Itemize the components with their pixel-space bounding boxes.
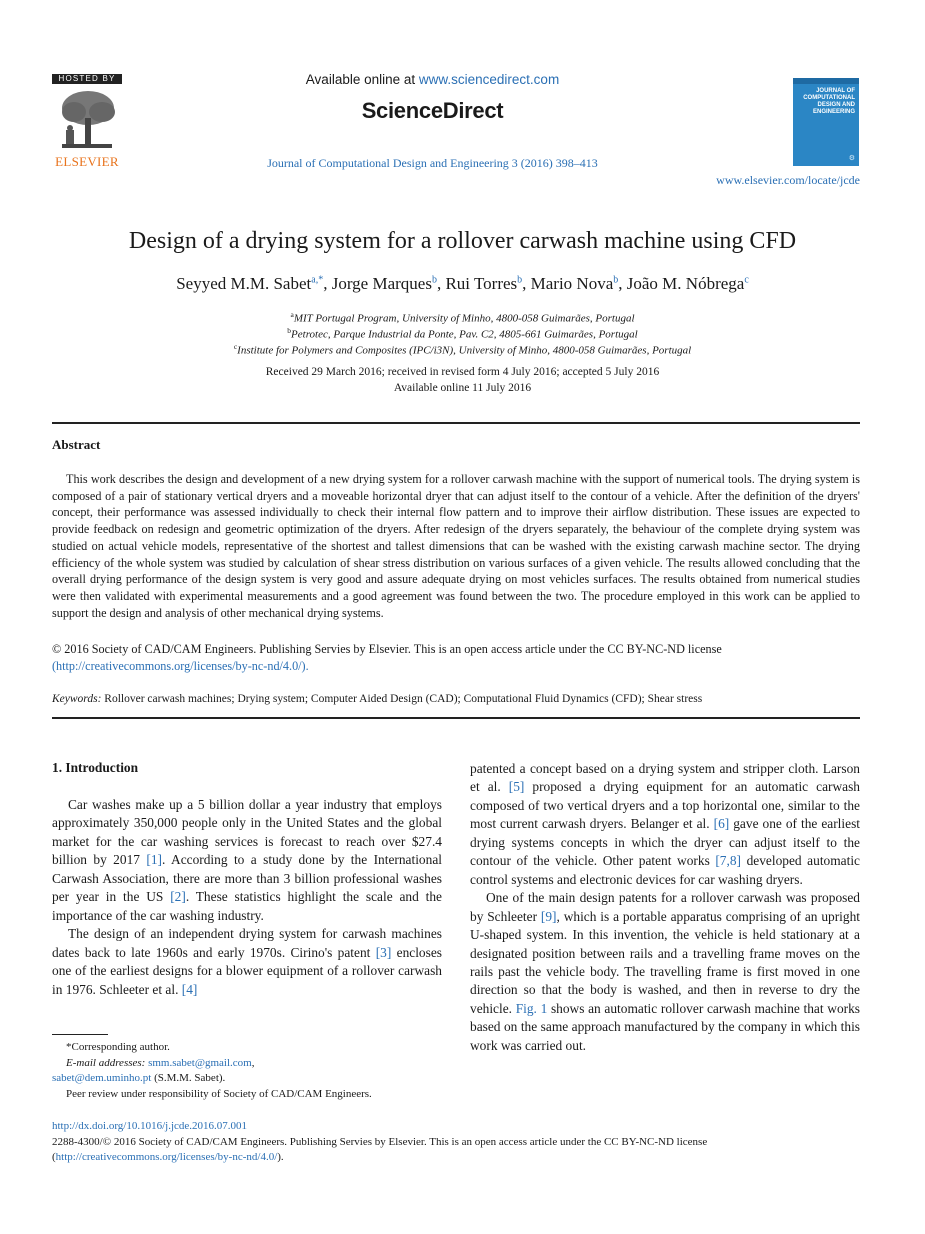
journal-cover-image — [793, 78, 859, 166]
available-online-date: Available online 11 July 2016 — [393, 382, 532, 394]
author-name: Seyyed M.M. Sabet — [176, 274, 312, 293]
paragraph — [470, 760, 860, 889]
affiliation — [40, 342, 885, 357]
license-line: (http://creativecommons.org/licenses/by-nc-nd/4.0/). — [52, 1151, 284, 1163]
journal-cover-emblem: ⚙ — [848, 155, 855, 162]
citation-link[interactable]: [3] — [375, 944, 392, 960]
copyright-text: © 2016 Society of CAD/CAM Engineers. Publishing Servies by Elsevier. This is an open access article under the CC BY-NC-ND license — [52, 642, 722, 656]
paragraph-text: , which is a portable apparatus comprising of an upright U-shaped system. In this invention, the vehicle is held stationary at a designated position between rails and a travelling frame moves on the rails past the vehicle body. The travelling frame is first moved in one direction so that the body is washed, and then in reverse to dry the vehicle. — [470, 908, 860, 1016]
footnote-rule — [52, 1034, 108, 1035]
elsevier-tree-logo — [52, 86, 122, 156]
abstract-copyright — [52, 641, 860, 674]
paragraph-text: The design of an independent drying system for carwash machines dates back to late 1960s and early 1970s. Cirino's patent — [52, 926, 442, 960]
citation-link[interactable]: [5] — [508, 779, 525, 795]
paragraph-text: proposed a drying equipment for an automatic carwash composed of two vertical dryers and a top horizontal one, similar to the most current carwash dryers. Belanger et al. — [470, 779, 861, 832]
citation-link[interactable]: [6] — [713, 816, 730, 832]
keywords-label: Keywords: — [52, 693, 102, 705]
paragraph-text: One of the main design patents for a rollover carwash was proposed by Schleeter — [470, 890, 860, 924]
paragraph-text: encloses one of the earliest designs for a blower equipment of a rollover carwash in 1976. Schleeter et al. — [52, 944, 442, 997]
available-online-line — [200, 72, 665, 87]
paragraph-text: Car washes make up a 5 billion dollar a year industry that employs approximately 350,000 people only in the United States and the global market for the car washing services is forecast to reach over $27.4 billion by 2017 — [52, 797, 442, 868]
paragraph — [470, 889, 860, 1055]
license-link[interactable]: http://creativecommons.org/licenses/by-nc-nd/4.0/ — [55, 1151, 278, 1163]
author-affiliation-marker[interactable]: c — [744, 274, 749, 286]
peer-review-note: Peer review under responsibility of Society of CAD/CAM Engineers. — [66, 1087, 372, 1100]
left-column — [52, 796, 442, 999]
email-link[interactable]: sabet@dem.uminho.pt — [52, 1072, 152, 1084]
affiliation-marker: c — [233, 342, 238, 351]
email-link[interactable]: smm.sabet@gmail.com — [148, 1056, 252, 1069]
right-column — [470, 760, 860, 1055]
journal-cover-title: JOURNAL OF COMPUTATIONAL DESIGN AND ENGINEERING — [803, 88, 855, 115]
sciencedirect-link[interactable]: www.sciencedirect.com — [418, 72, 560, 87]
author-affiliation-marker[interactable]: b — [431, 274, 437, 286]
citation-link[interactable]: [1] — [146, 852, 162, 868]
doi-link[interactable]: http://dx.doi.org/10.1016/j.jcde.2016.07.001 — [52, 1120, 248, 1132]
abstract-top-rule — [52, 422, 860, 424]
paragraph — [52, 925, 442, 999]
affiliation-text: Petrotec, Parque Industrial da Ponte, Pav. C2, 4805-661 Guimarães, Portugal — [291, 328, 638, 341]
journal-homepage-link[interactable]: www.elsevier.com/locate/jcde — [716, 173, 860, 187]
paragraph-text: . According to a study done by the International Carwash Association, there are more than 3 billion professional washes per year in the US — [52, 852, 442, 905]
elsevier-wordmark: ELSEVIER — [55, 154, 119, 169]
affiliation-text: Institute for Polymers and Composites (IPC/i3N), University of Minho, 4800-058 Guimarães, Portugal — [237, 344, 692, 357]
affiliation — [40, 326, 885, 341]
citation-link[interactable]: Fig. 1 — [515, 1000, 548, 1016]
received-dates: Received 29 March 2016; received in revised form 4 July 2016; accepted 5 July 2016 — [265, 366, 660, 378]
footnotes — [52, 1040, 442, 1102]
paragraph-text: patented a concept based on a drying system and stripper cloth. Larson et al. — [470, 761, 860, 795]
author-affiliation-marker[interactable]: b — [613, 274, 619, 286]
email-line-2 — [52, 1071, 442, 1087]
citation-link[interactable]: [2] — [170, 889, 186, 905]
email-line: E-mail addresses: smm.sabet@gmail.com, — [66, 1056, 255, 1069]
hosted-by-badge: HOSTED BY — [52, 74, 122, 84]
keywords — [52, 693, 860, 705]
author-affiliation-marker[interactable]: a,* — [311, 274, 324, 286]
abstract-bottom-rule — [52, 717, 860, 719]
paragraph-text: developed automatic control systems and electronic devices for car washing dryers. — [470, 853, 860, 887]
citation-link[interactable]: [4] — [181, 981, 198, 997]
paragraph-text: . These statistics highlight the scale and the importance of the car washing industry. — [52, 889, 442, 923]
email-label: E-mail addresses: — [66, 1056, 149, 1069]
affiliation-marker: b — [287, 326, 292, 335]
available-online-label: Available online at — [305, 72, 419, 87]
author-list: Seyyed M.M. Sabet$^{a,*}$, Jorge Marques$^b$, Rui Torres$^b$, Mario Nova$^b$, João M. Nóbrega$^c$ — [176, 274, 749, 293]
author-name: Rui Torres — [445, 274, 518, 293]
sciencedirect-logo: ScienceDirect — [361, 98, 504, 123]
section-heading: 1. Introduction — [52, 760, 139, 775]
issn-copyright: 2288-4300/© 2016 Society of CAD/CAM Engineers. Publishing Servies by Elsevier. This is an open access article under the CC BY-NC-ND license — [52, 1135, 708, 1148]
author-name: Jorge Marques — [331, 274, 432, 293]
page-footer — [52, 1119, 860, 1166]
paragraph-text: shows an automatic rollover carwash machine that works based on the same approach manufactured by the company in which this work was carried out. — [470, 1000, 861, 1053]
abstract-body: This work describes the design and development of a new drying system for a rollover carwash machine with the support of numerical tools. The drying system is composed of a pair of stationary vertical dryers and a moveable horizontal dryer that can adjust itself to the contour of a vehicle. After the definition of the dryers' concept, their performance was assessed individually to check their internal flow pattern and to improve their airflow distribution. These issues are expected to provide feedback on redesign and geometric optimization of the dryers. After redesign of the dryers separately, the behaviour of the complete drying system was studied on actual vehicle models, representative of the shortest and tallest dimensions that can be washed with the existing carwash machine sector. The drying efficiency of the whole system was studied by calculation of shear stress distribution on various surfaces of a given vehicle. The results allowed concluding that the overall drying performance of the design system is very good and assure adequate drying on most vehicles surfaces. The results obtained from numerical studies were then validated with experimental measurements and a good agreement was found between the two. The procedure employed in this work can be applied to support the design and analysis of other mechanical drying systems. — [52, 472, 860, 620]
citation-link[interactable]: [7,8] — [715, 853, 742, 869]
abstract-heading: Abstract — [52, 437, 101, 452]
license-link[interactable]: (http://creativecommons.org/licenses/by-nc-nd/4.0/). — [52, 658, 309, 673]
email-owner: (S.M.M. Sabet). — [151, 1072, 226, 1084]
paragraph — [52, 796, 442, 925]
journal-citation-link[interactable]: Journal of Computational Design and Engineering 3 (2016) 398–413 — [267, 156, 598, 170]
affiliation-text: MIT Portugal Program, University of Minho, 4800-058 Guimarães, Portugal — [293, 312, 635, 325]
affiliation-marker: a — [290, 310, 294, 319]
author-name: João M. Nóbrega — [626, 274, 745, 293]
author-name: Mario Nova — [530, 274, 614, 293]
paragraph-text: gave one of the earliest drying systems concepts in which the dryer can adjust itself to the contour of the vehicle. Other patent works — [470, 816, 860, 869]
citation-link[interactable]: [9] — [540, 908, 557, 924]
affiliation — [40, 310, 885, 325]
corresponding-author-note: *Corresponding author. — [66, 1041, 170, 1053]
keywords-text: Rollover carwash machines; Drying system; Computer Aided Design (CAD); Computational Fluid Dynamics (CFD); Shear stress — [101, 693, 703, 705]
author-affiliation-marker[interactable]: b — [517, 274, 523, 286]
article-title: Design of a drying system for a rollover carwash machine using CFD — [128, 228, 797, 254]
